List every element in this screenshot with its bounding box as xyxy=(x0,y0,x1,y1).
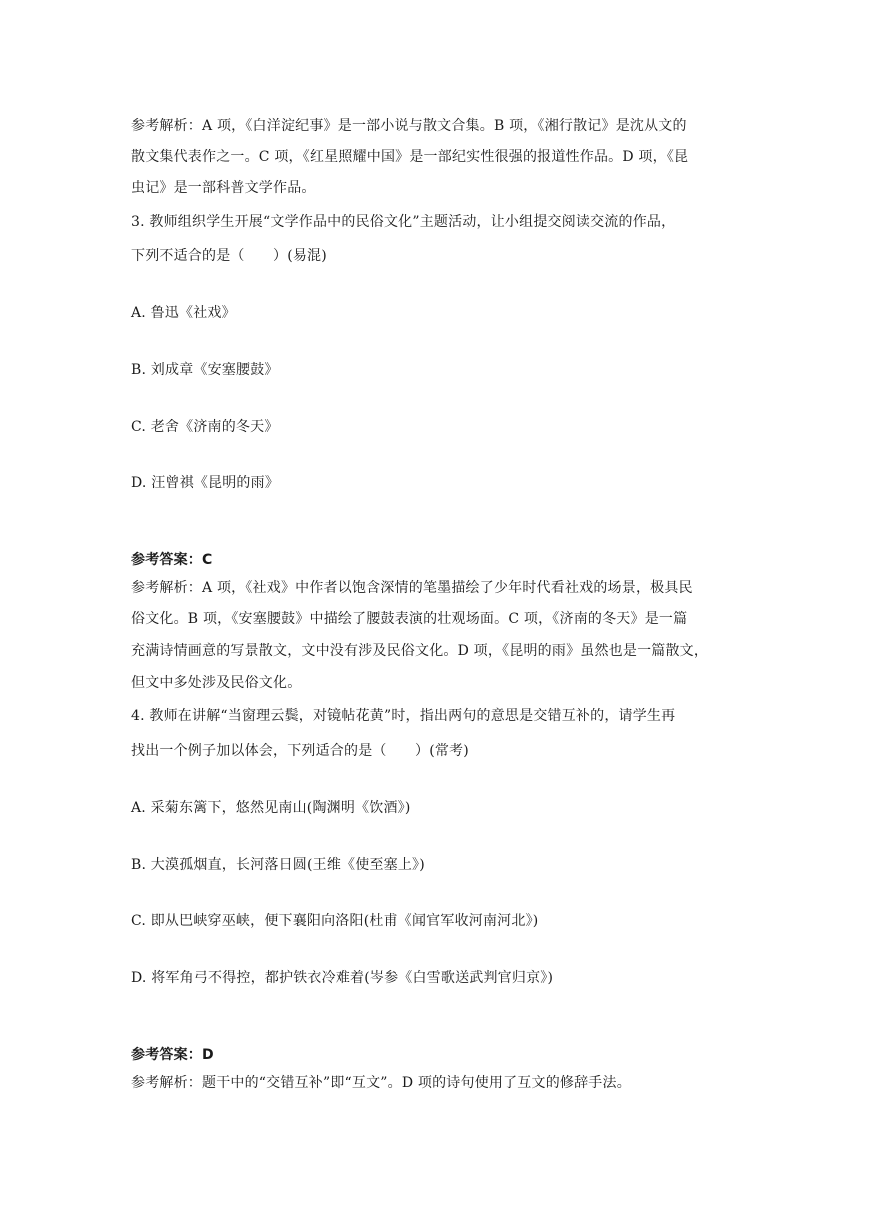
question-3-option-c: C. 老舍《济南的冬天》 xyxy=(131,419,279,435)
question-4-stem-line-2: 找出一个例子加以体会，下列适合的是（ ）(常考) xyxy=(131,743,469,759)
analysis-q2-line-3: 虫记》是一部科普文学作品。 xyxy=(131,180,316,196)
question-3-option-a: A. 鲁迅《社戏》 xyxy=(131,305,236,321)
question-3-option-d: D. 汪曾祺《昆明的雨》 xyxy=(131,475,280,491)
question-3-stem-line-1: 3. 教师组织学生开展“文学作品中的民俗文化”主题活动，让小组提交阅读交流的作品， xyxy=(131,214,676,230)
question-3-analysis-line-4: 但文中多处涉及民俗文化。 xyxy=(131,675,302,691)
question-4-option-d: D. 将军角弓不得控，都护铁衣冷难着(岑参《白雪歌送武判官归京》) xyxy=(131,970,554,986)
question-3-analysis-line-2: 俗文化。B 项，《安塞腰鼓》中描绘了腰鼓表演的壮观场面。C 项，《济南的冬天》是一篇 xyxy=(131,611,688,627)
question-3-analysis-line-3: 充满诗情画意的写景散文，文中没有涉及民俗文化。D 项，《昆明的雨》虽然也是一篇散文， xyxy=(131,643,709,659)
question-4-option-c: C. 即从巴峡穿巫峡，便下襄阳向洛阳(杜甫《闻官军收河南河北》) xyxy=(131,913,539,929)
question-4-option-b: B. 大漠孤烟直，长河落日圆(王维《使至塞上》) xyxy=(131,857,425,873)
question-3-answer: 参考答案：C xyxy=(131,552,213,568)
question-4-stem-line-1: 4. 教师在讲解“当窗理云鬓，对镜帖花黄”时，指出两句的意思是交错互补的，请学生再 xyxy=(131,708,676,724)
question-4-option-a: A. 采菊东篱下，悠然见南山(陶渊明《饮酒》) xyxy=(131,800,411,816)
analysis-q2-line-2: 散文集代表作之一。C 项，《红星照耀中国》是一部纪实性很强的报道性作品。D 项，《昆 xyxy=(131,149,689,165)
question-3-stem-line-2: 下列不适合的是（ ）(易混) xyxy=(131,248,327,264)
analysis-q2-line-1: 参考解析：A 项，《白洋淀纪事》是一部小说与散文合集。B 项，《湘行散记》是沈从文的 xyxy=(131,118,687,134)
question-3-option-b: B. 刘成章《安塞腰鼓》 xyxy=(131,362,279,378)
question-4-answer: 参考答案：D xyxy=(131,1047,214,1063)
question-4-analysis-line-1: 参考解析：题干中的“交错互补”即“互文”。D 项的诗句使用了互文的修辞手法。 xyxy=(131,1075,631,1091)
question-3-analysis-line-1: 参考解析：A 项，《社戏》中作者以饱含深情的笔墨描绘了少年时代看社戏的场景，极具民 xyxy=(131,580,693,596)
